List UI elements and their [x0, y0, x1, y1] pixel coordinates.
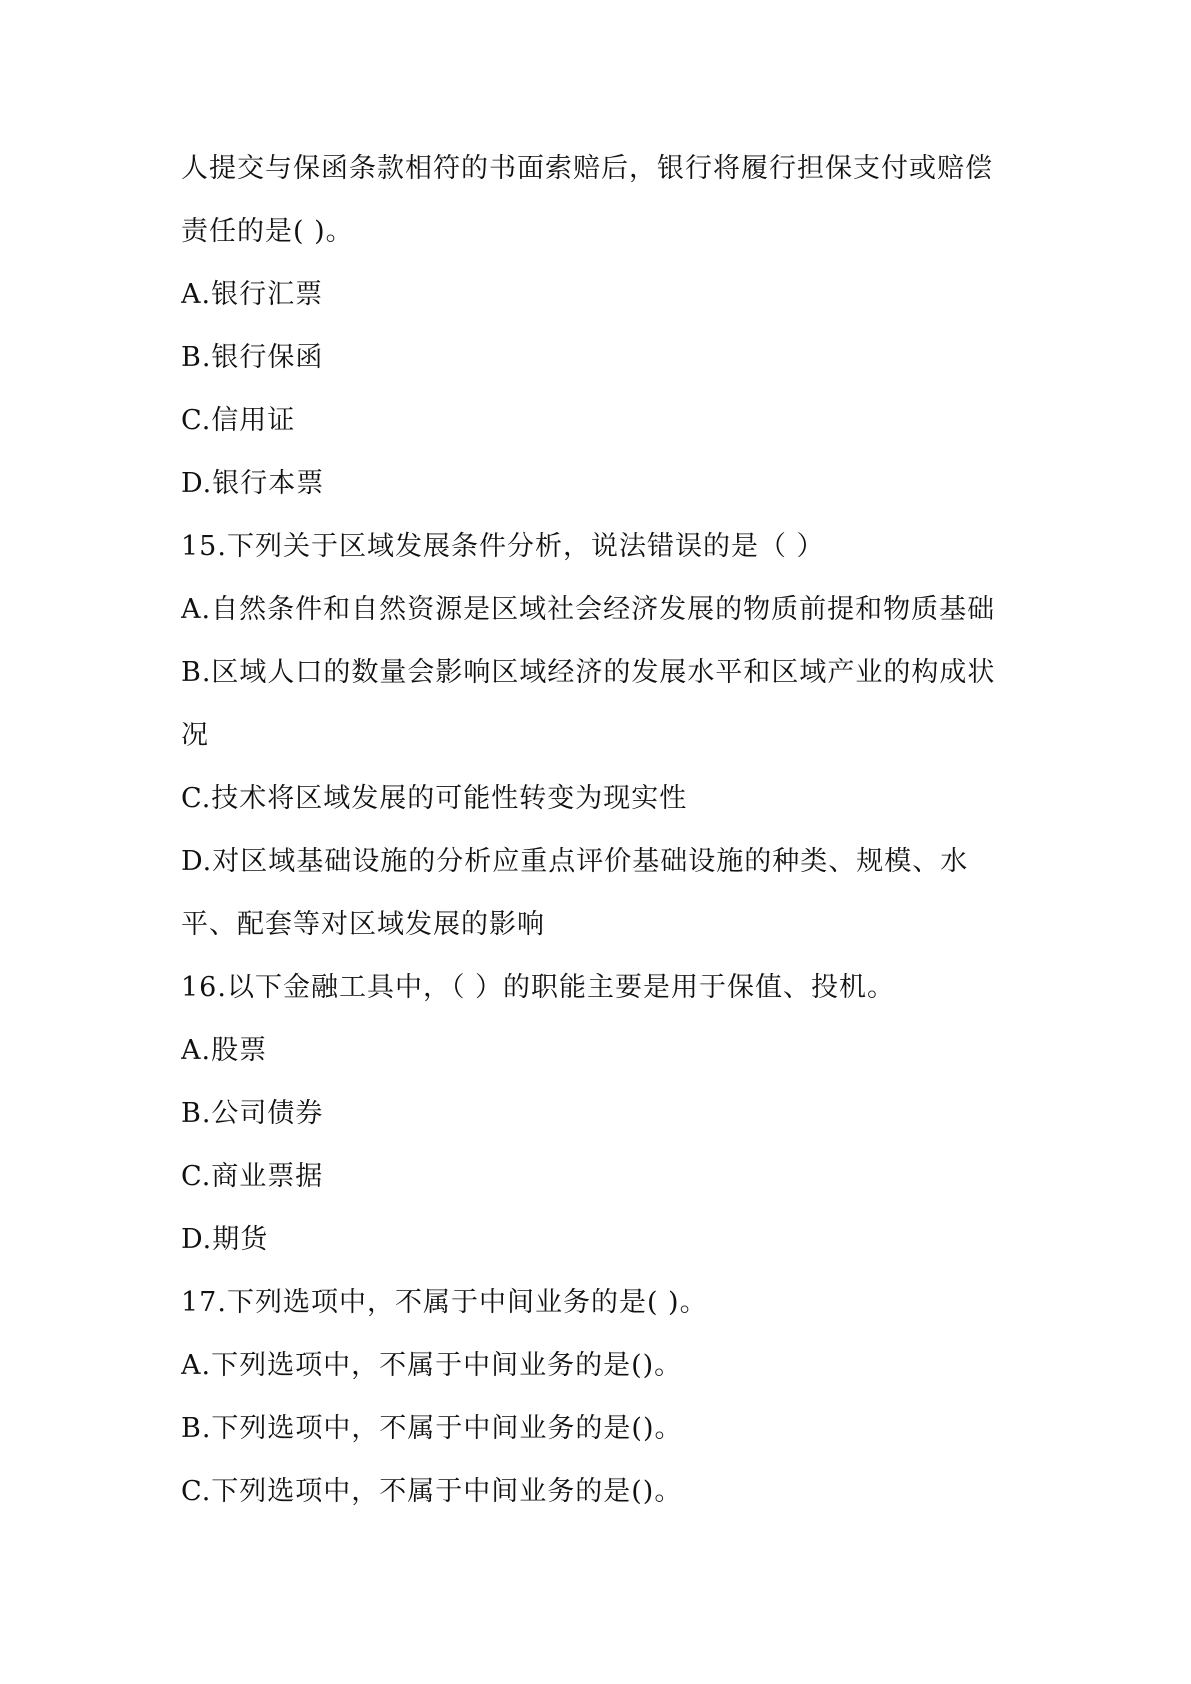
option-line: B.区域人口的数量会影响区域经济的发展水平和区域产业的构成状 — [181, 657, 996, 688]
text-line: 责任的是( )。 — [181, 216, 354, 247]
option-line: C.技术将区域发展的可能性转变为现实性 — [181, 783, 688, 814]
option-line: D.期货 — [181, 1224, 269, 1255]
option-line: A.下列选项中，不属于中间业务的是()。 — [181, 1350, 683, 1381]
text-line: 平、配套等对区域发展的影响 — [181, 909, 545, 940]
text-line: 人提交与保函条款相符的书面索赔后，银行将履行担保支付或赔偿 — [181, 153, 993, 184]
option-line: A.股票 — [181, 1035, 268, 1066]
option-line: B.银行保函 — [181, 342, 324, 373]
question-line: 16.以下金融工具中，（ ）的职能主要是用于保值、投机。 — [181, 972, 896, 1003]
question-line: 15.下列关于区域发展条件分析，说法错误的是（ ） — [181, 531, 825, 562]
option-line: A.银行汇票 — [181, 279, 324, 310]
option-line: D.对区域基础设施的分析应重点评价基础设施的种类、规模、水 — [181, 846, 969, 877]
option-line: A.自然条件和自然资源是区域社会经济发展的物质前提和物质基础 — [181, 594, 996, 625]
option-line: C.信用证 — [181, 405, 296, 436]
question-line: 17.下列选项中，不属于中间业务的是( )。 — [181, 1287, 708, 1318]
option-line: C.下列选项中，不属于中间业务的是()。 — [181, 1476, 683, 1507]
text-line: 况 — [181, 720, 209, 751]
option-line: D.银行本票 — [181, 468, 325, 499]
option-line: B.公司债券 — [181, 1098, 324, 1129]
option-line: C.商业票据 — [181, 1161, 324, 1192]
option-line: B.下列选项中，不属于中间业务的是()。 — [181, 1413, 683, 1444]
